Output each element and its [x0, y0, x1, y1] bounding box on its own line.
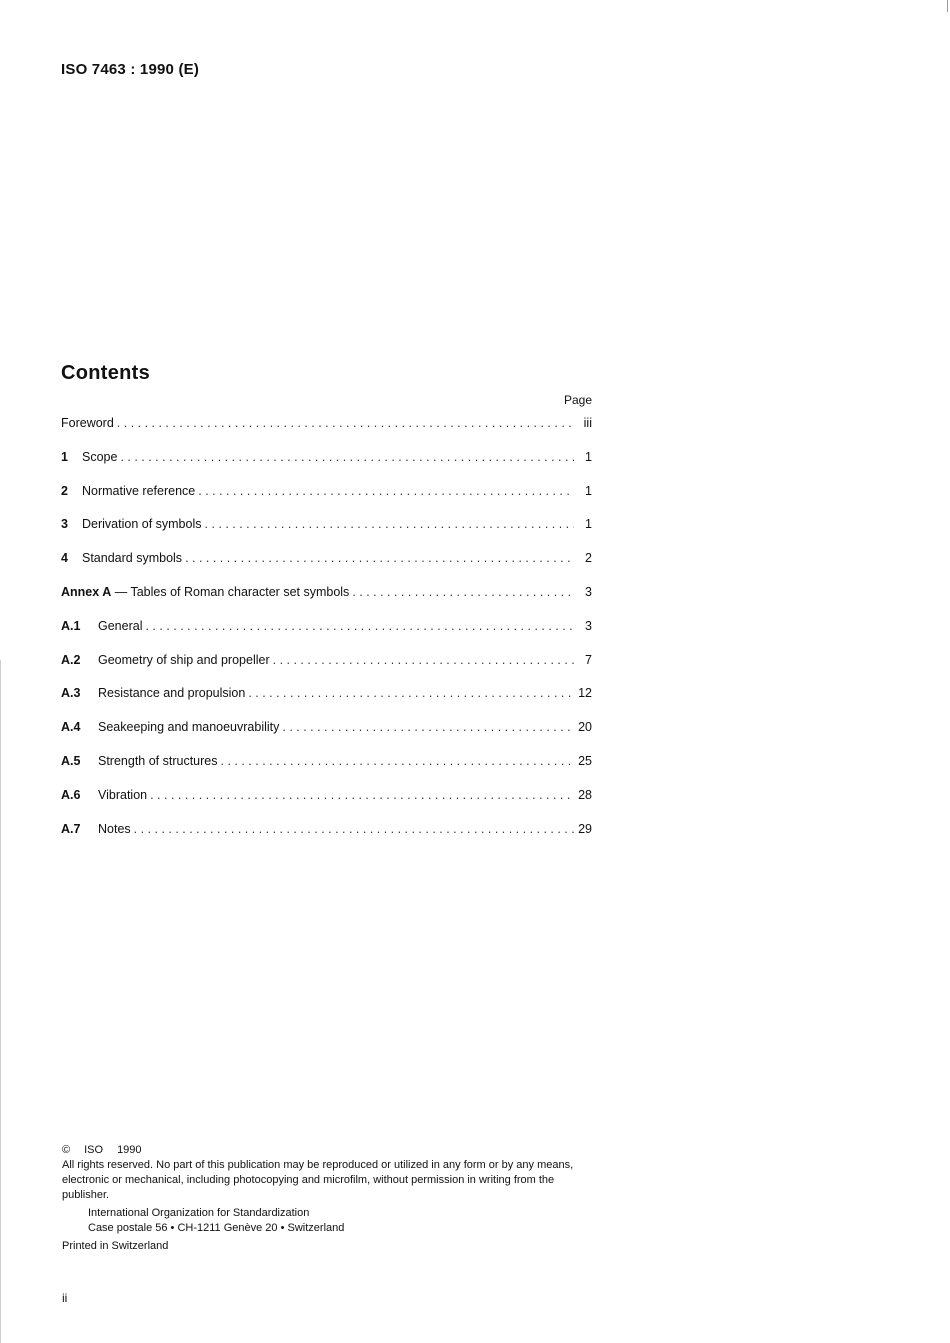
toc-entry-title: Standard symbols	[82, 551, 183, 566]
toc-entry-page: 1	[585, 483, 592, 498]
toc-entry-number: 1	[61, 449, 68, 464]
toc-entry-a1-general[interactable]	[61, 619, 592, 653]
toc-entry-title: Geometry of ship and propeller	[98, 652, 270, 667]
copyright-line	[62, 1143, 594, 1158]
toc-entry-title: Normative reference	[82, 483, 196, 498]
toc-entry-a5-strength[interactable]	[61, 754, 592, 788]
page-column-label: Page	[563, 393, 592, 407]
annex-label: Annex A	[61, 584, 112, 599]
toc-entry-number: A.3	[61, 686, 81, 701]
dot-leader	[150, 788, 574, 802]
toc-entry-page: 28	[578, 787, 592, 802]
toc-entry-foreword[interactable]	[61, 416, 592, 450]
toc-entry-number: A.2	[61, 652, 81, 667]
toc-entry-title: General	[98, 618, 143, 633]
dot-leader	[198, 484, 574, 498]
dot-leader	[120, 450, 574, 464]
scan-edge-line	[0, 660, 1, 1343]
toc-entry-page: 12	[578, 686, 592, 701]
toc-entry-standard-symbols[interactable]	[61, 551, 592, 585]
toc-entry-number: A.4	[61, 720, 81, 735]
rights-statement: All rights reserved. No part of this publication may be reproduced or utilized in any form or by any means, electronic or mechanical, including photocopying and microfilm, without permission in writing from the publisher.	[62, 1159, 574, 1201]
toc-entry-annex-a[interactable]	[61, 585, 592, 619]
toc-entry-number: 3	[61, 517, 68, 532]
copyright-org: ISO	[84, 1144, 104, 1156]
dot-leader	[352, 585, 574, 599]
toc-entry-number: 4	[61, 551, 68, 566]
toc-entry-a4-seakeeping[interactable]	[61, 720, 592, 754]
toc-entry-page: 1	[585, 517, 592, 532]
copyright-symbol-icon: ©	[62, 1144, 71, 1156]
toc-entry-title: Seakeeping and manoeuvrability	[98, 720, 280, 735]
publisher-address	[62, 1206, 594, 1236]
page-title: Contents	[61, 362, 151, 384]
copyright-notice	[62, 1143, 594, 1254]
toc-entry-a6-vibration[interactable]	[61, 788, 592, 822]
toc-entry-title: Notes	[98, 821, 131, 836]
scan-edge-mark	[947, 0, 948, 12]
dot-leader	[221, 754, 574, 768]
toc-entry-number: A.6	[61, 787, 81, 802]
toc-entry-page: 29	[578, 821, 592, 836]
toc-entry-scope[interactable]	[61, 450, 592, 484]
toc-entry-title: Scope	[82, 449, 118, 464]
toc-entry-page: 2	[585, 551, 592, 566]
toc-entry-title: Vibration	[98, 787, 148, 802]
toc-entry-derivation-of-symbols[interactable]	[61, 517, 592, 551]
dot-leader	[205, 517, 575, 531]
toc-entry-number: A.7	[61, 821, 81, 836]
toc-entry-a7-notes[interactable]	[61, 822, 592, 856]
dot-leader	[282, 720, 574, 734]
toc-entry-page: iii	[583, 416, 592, 430]
toc-entry-title: Derivation of symbols	[82, 517, 202, 532]
toc-entry-page: 7	[585, 652, 592, 667]
toc-entry-page: 25	[578, 753, 592, 768]
toc-entry-title	[61, 585, 349, 599]
publisher-name: International Organization for Standardization	[88, 1207, 310, 1219]
dot-leader	[273, 653, 574, 667]
toc-entry-title: Resistance and propulsion	[98, 686, 246, 701]
dot-leader	[117, 416, 574, 430]
copyright-year: 1990	[117, 1144, 142, 1156]
printed-in: Printed in Switzerland	[62, 1240, 169, 1252]
toc-entry-page: 20	[578, 720, 592, 735]
annex-title: — Tables of Roman character set symbols	[111, 584, 350, 599]
toc-entry-page: 1	[585, 449, 592, 464]
dot-leader	[134, 822, 574, 836]
toc-entry-number: 2	[61, 483, 68, 498]
publisher-postal-address: Case postale 56 • CH-1211 Genève 20 • Switzerland	[88, 1222, 345, 1234]
dot-leader	[248, 686, 574, 700]
toc-entry-normative-reference[interactable]	[61, 484, 592, 518]
toc-entry-page: 3	[585, 584, 592, 599]
dot-leader	[145, 619, 574, 633]
document-identifier: ISO 7463 : 1990 (E)	[61, 61, 200, 78]
toc-entry-title: Foreword	[61, 416, 114, 430]
dot-leader	[185, 551, 574, 565]
toc-entry-number: A.1	[61, 618, 81, 633]
page-number: ii	[62, 1291, 68, 1305]
toc-entry-a3-resistance[interactable]	[61, 686, 592, 720]
toc-entry-title: Strength of structures	[98, 753, 218, 768]
toc-entry-number: A.5	[61, 753, 81, 768]
toc-entry-a2-geometry[interactable]	[61, 653, 592, 687]
table-of-contents	[61, 416, 592, 855]
toc-entry-page: 3	[585, 618, 592, 633]
